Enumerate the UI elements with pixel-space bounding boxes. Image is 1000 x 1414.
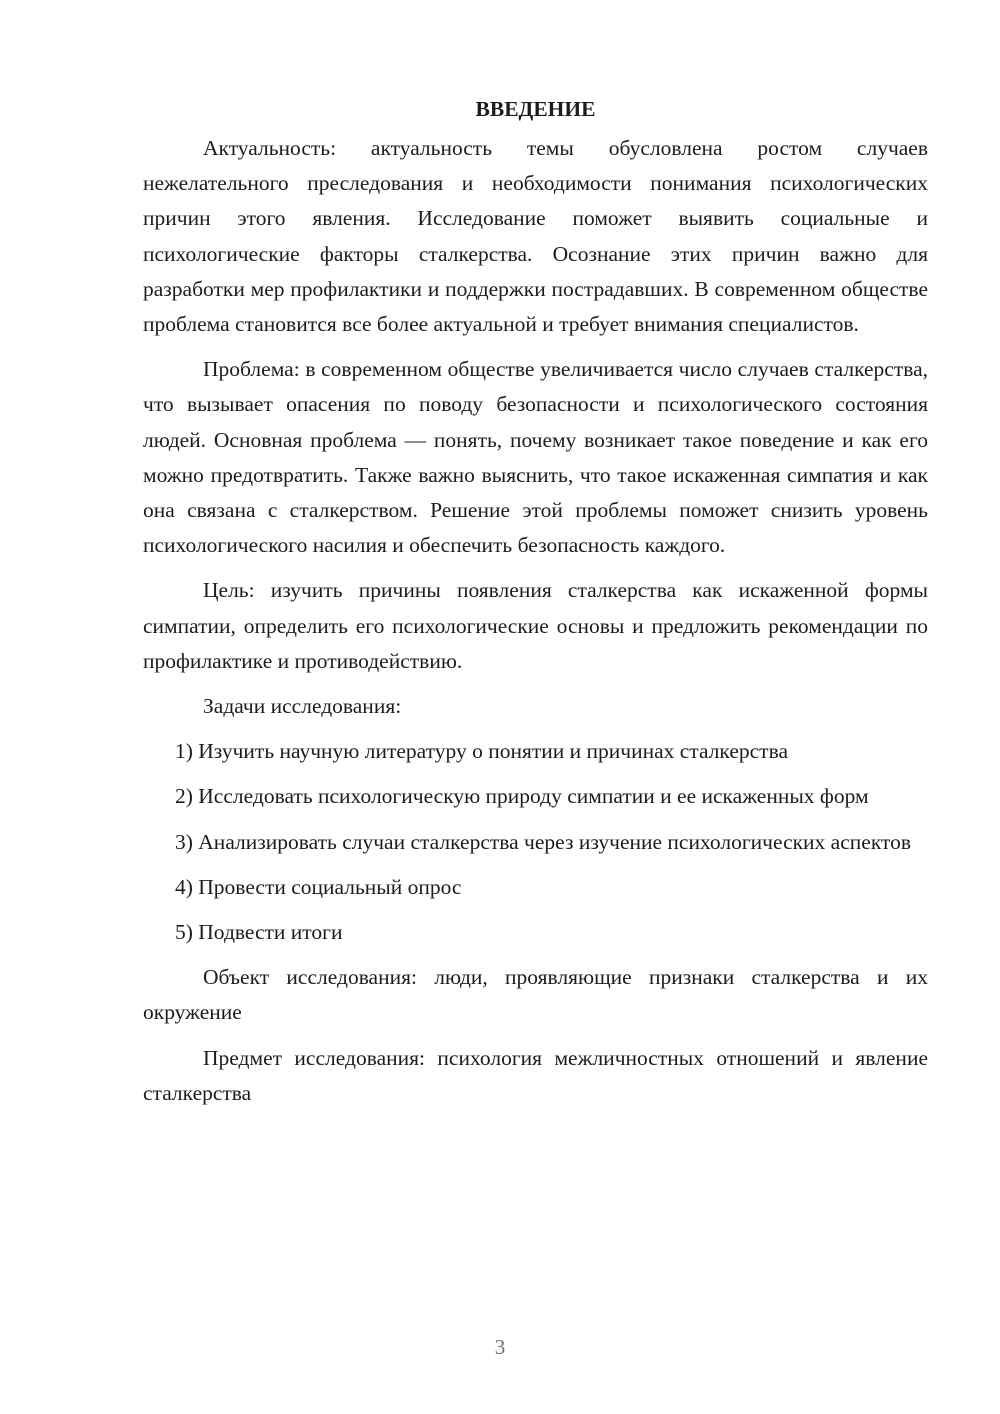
- object-paragraph: Объект исследования: люди, проявляющие признаки сталкерства и их окружение: [143, 965, 928, 1025]
- tasks-title: Задачи исследования:: [203, 694, 402, 719]
- relevance-paragraph: Актуальность: актуальность темы обусловлена ростом случаев нежелательного преследования и необходимости понимания психологических причин этого явления. Исследование поможет выявить социальные и психологические факторы сталкерства. Осознание этих причин важно для разработки мер профилактики и поддержки пострадавших. В современном обществе проблема становится все более актуальной и требует внимания специалистов.: [143, 136, 928, 337]
- task-item-4: 4) Провести социальный опрос: [175, 874, 462, 899]
- task-item-1: 1) Изучить научную литературу о понятии и причинах сталкерства: [175, 739, 788, 764]
- task-item-5: 5) Подвести итоги: [175, 920, 343, 945]
- task-item-3: 3) Анализировать случаи сталкерства через изучение психологических аспектов: [175, 829, 911, 854]
- page-number: 3: [494, 1335, 506, 1359]
- goal-paragraph: Цель: изучить причины появления сталкерства как искаженной формы симпатии, определить его психологические основы и предложить рекомендации по профилактике и противодействию.: [143, 578, 928, 673]
- task-item-2: 2) Исследовать психологическую природу симпатии и ее искаженных форм: [175, 784, 869, 809]
- subject-paragraph: Предмет исследования: психология межличностных отношений и явление сталкерства: [143, 1045, 928, 1105]
- document-page: [143, 92, 928, 1121]
- page-title: ВВЕДЕНИЕ: [475, 97, 596, 121]
- problem-paragraph: Проблема: в современном обществе увеличивается число случаев сталкерства, что вызывает опасения по поводу безопасности и психологического состояния людей. Основная проблема — понять, почему возникает такое поведение и как его можно предотвратить. Также важно выяснить, что такое искаженная симпатия и как она связана с сталкерством. Решение этой проблемы поможет снизить уровень психологического насилия и обеспечить безопасность каждого.: [143, 357, 928, 558]
